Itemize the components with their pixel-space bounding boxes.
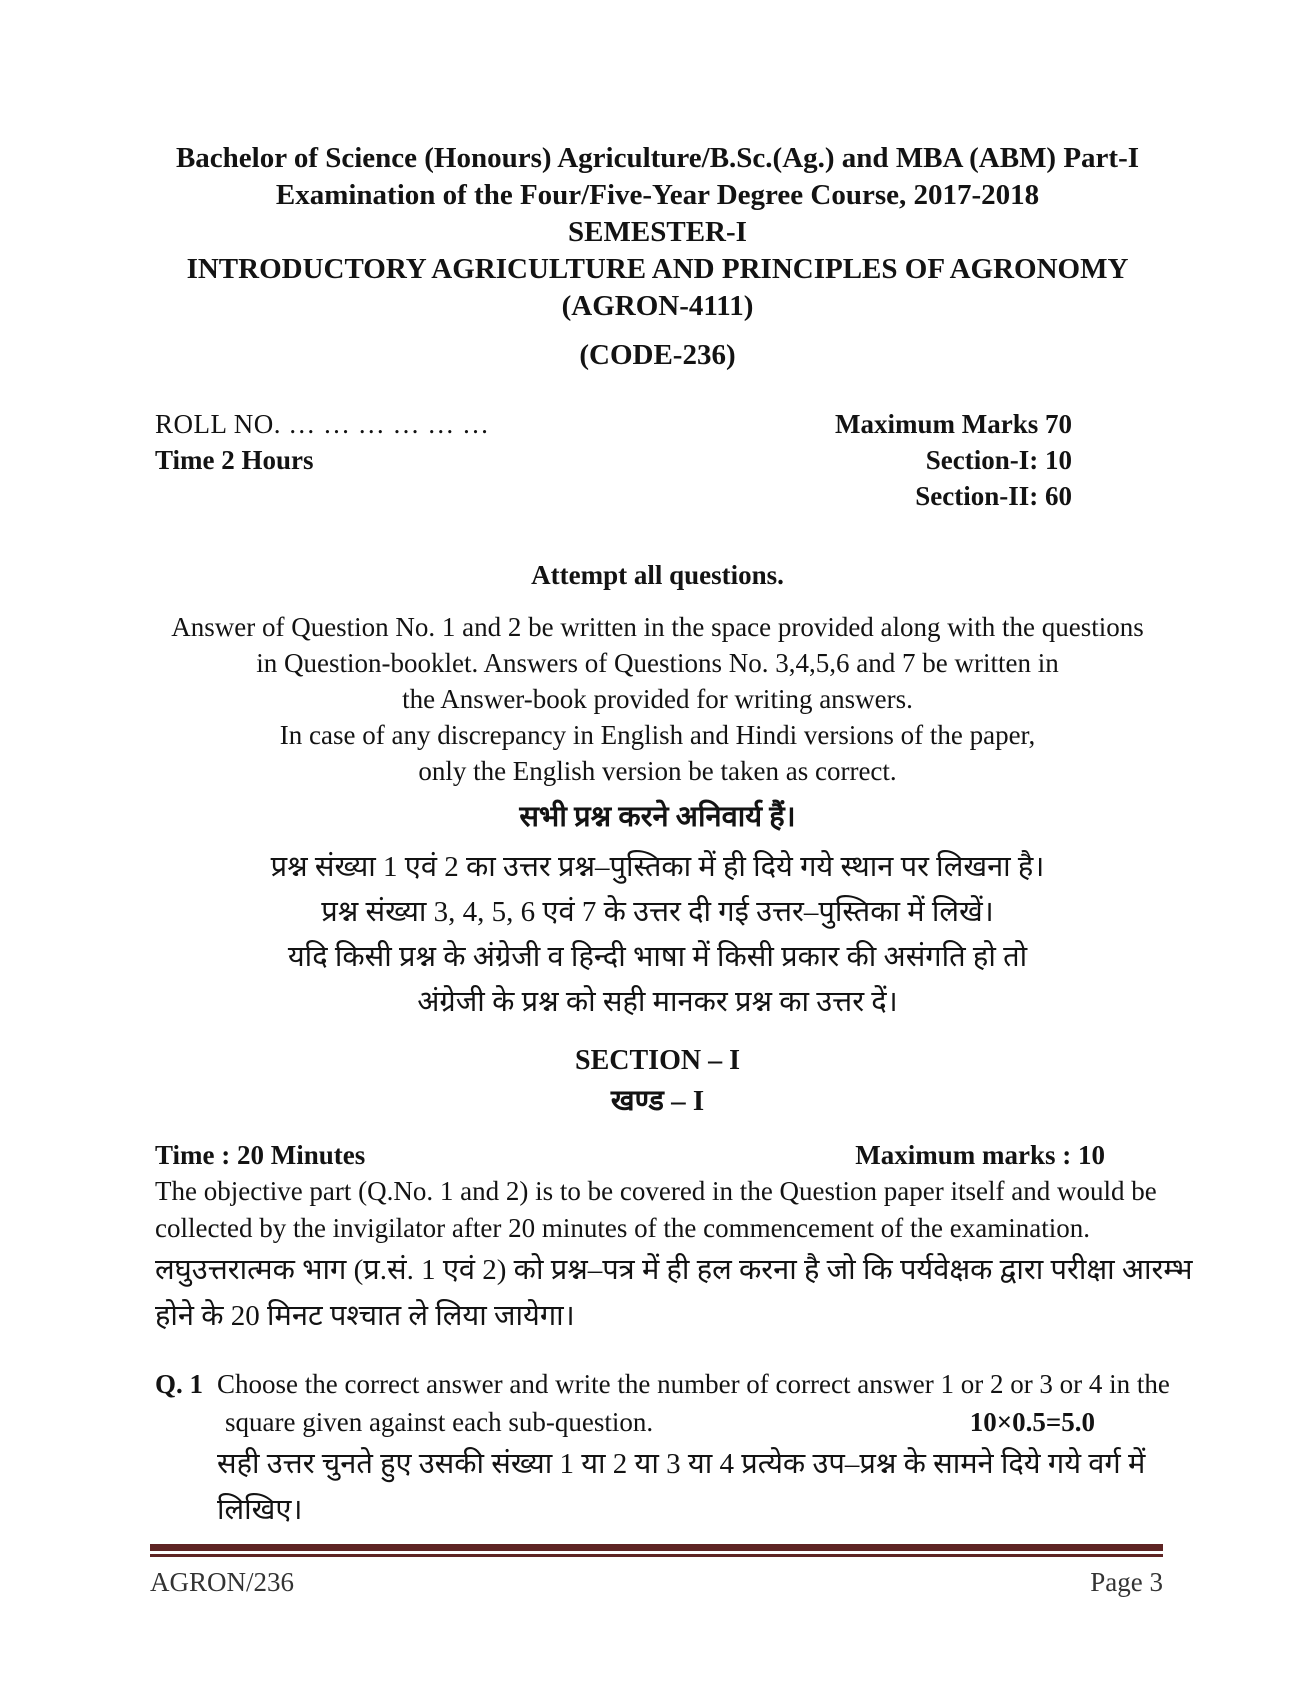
section-1-english-paragraph [155, 1173, 1160, 1247]
paragraph-line: collected by the invigilator after 20 minutes of the commencement of the examination. [155, 1213, 1090, 1243]
paragraph-line: The objective part (Q.No. 1 and 2) is to be covered in the Question paper itself and would be [155, 1176, 1157, 1206]
meta-block [155, 406, 1160, 514]
meta-right-column [835, 406, 1160, 514]
page-title: Bachelor of Science (Honours) Agriculture/B.Sc.(Ag.) and MBA (ABM) Part-I [175, 142, 1140, 174]
title-exam-year: Examination of the Four/Five-Year Degree Course, 2017-2018 [275, 179, 1040, 211]
hindi-instruction-line: प्रश्न संख्या 1 एवं 2 का उत्तर प्रश्न–पुस्तिका में ही दिये गये स्थान पर लिखना है। [270, 851, 1045, 883]
hindi-paragraph-line: होने के 20 मिनट पश्चात ले लिया जायेगा। [155, 1300, 575, 1332]
question-1-marks: 10×0.5=5.0 [969, 1407, 1095, 1437]
hindi-attempt-all-questions: सभी प्रश्न करने अनिवार्य हैं। [519, 801, 796, 833]
section-1-heading-english: SECTION – I [575, 1045, 740, 1076]
maximum-marks: Maximum Marks 70 [835, 409, 1072, 439]
section-1-marks: Section-I: 10 [925, 445, 1072, 475]
hindi-paragraph-line: लघुउत्तरात्मक भाग (प्र.सं. 1 एवं 2) को प्रश्न–पत्र में ही हल करना है जो कि पर्यवेक्षक द्वारा परीक्षा आरम्भ [155, 1254, 1193, 1286]
meta-left-column [155, 406, 490, 514]
section-2-marks: Section-II: 60 [915, 481, 1072, 511]
time-allowed: Time 2 Hours [155, 445, 314, 475]
instruction-line: Answer of Question No. 1 and 2 be written in the space provided along with the questions [171, 612, 1144, 642]
roll-no-line: ROLL NO. … … … … … … [155, 409, 490, 439]
hindi-instruction-line: प्रश्न संख्या 3, 4, 5, 6 एवं 7 के उत्तर दी गई उत्तर–पुस्तिका में लिखें। [321, 896, 994, 928]
question-1 [155, 1365, 1170, 1533]
question-1-second-line [155, 1403, 1160, 1441]
instruction-line: the Answer-book provided for writing answers. [402, 684, 913, 714]
page-content [155, 140, 1193, 1533]
question-1-text-line-1: Choose the correct answer and write the number of correct answer 1 or 2 or 3 or 4 in the [217, 1369, 1170, 1399]
english-instructions [155, 609, 1160, 789]
hindi-instructions [155, 845, 1160, 1025]
question-1-number: Q. 1 [155, 1369, 204, 1399]
footer-paper-code: AGRON/236 [150, 1567, 295, 1597]
hindi-instruction-line: अंग्रेजी के प्रश्न को सही मानकर प्रश्न का उत्तर दें। [417, 986, 898, 1018]
footer-page-number: Page 3 [1090, 1567, 1163, 1597]
section-1-time: Time : 20 Minutes [155, 1140, 366, 1170]
question-1-hindi-text [155, 1441, 1160, 1533]
section-1-maximum-marks: Maximum marks : 10 [855, 1140, 1105, 1170]
attempt-all-questions: Attempt all questions. [531, 560, 784, 590]
footer-rule-thick [150, 1544, 1163, 1551]
question-1-hindi-line-1: सही उत्तर चुनते हुए उसकी संख्या 1 या 2 या 3 या 4 प्रत्येक उप–प्रश्न के सामने दिये गये वर्ग में [217, 1448, 1146, 1480]
section-1-time-row [155, 1137, 1160, 1173]
footer-rule-thin [150, 1554, 1163, 1557]
page-footer [150, 1544, 1163, 1598]
title-block [155, 140, 1160, 374]
instruction-line: in Question-booklet. Answers of Questions No. 3,4,5,6 and 7 be written in [256, 648, 1059, 678]
question-1-first-line [155, 1365, 1170, 1403]
question-1-text-line-2: square given against each sub-question. [225, 1407, 654, 1437]
question-1-hindi-line-2: लिखिए। [217, 1494, 303, 1526]
instruction-line: only the English version be taken as correct. [418, 756, 897, 786]
section-1-heading-hindi: खण्ड – I [610, 1085, 705, 1117]
footer-text-row [150, 1567, 1163, 1598]
title-course-code: (AGRON-4111) [561, 290, 754, 322]
instruction-line: In case of any discrepancy in English and Hindi versions of the paper, [279, 720, 1036, 750]
title-course-name: INTRODUCTORY AGRICULTURE AND PRINCIPLES OF AGRONOMY [186, 253, 1129, 285]
section-1-hindi-paragraph [155, 1247, 1193, 1339]
hindi-instruction-line: यदि किसी प्रश्न के अंग्रेजी व हिन्दी भाषा में किसी प्रकार की असंगति हो तो [287, 941, 1028, 973]
title-semester: SEMESTER-I [568, 216, 747, 248]
title-paper-code: (CODE-236) [579, 339, 736, 371]
